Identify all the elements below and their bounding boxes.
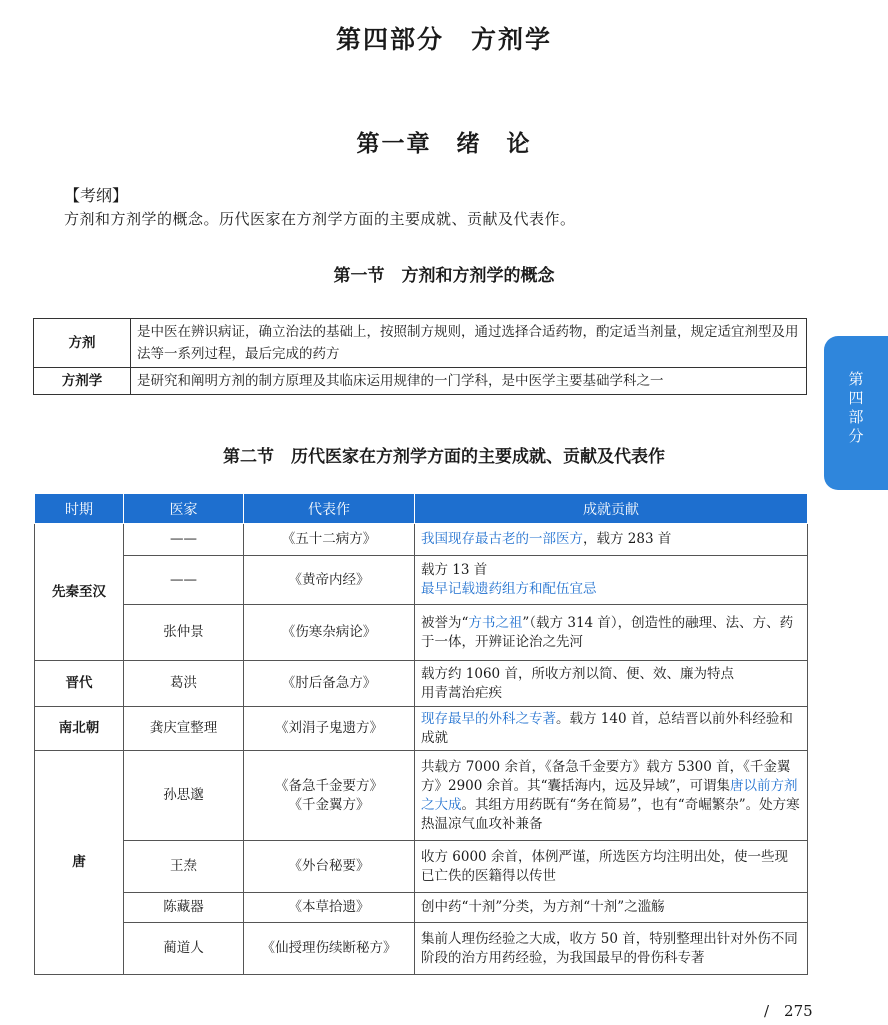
contribution-cell <box>415 524 808 556</box>
header-doctor: 医家 <box>124 494 244 524</box>
work-cell: 《本草拾遗》 <box>244 893 415 923</box>
contribution-cell: 收方 6000 余首，体例严谨，所选医方均注明出处，使一些现已亡佚的医籍得以传世 <box>415 841 808 893</box>
era-cell: 先秦至汉 <box>35 524 124 661</box>
part-side-tab <box>824 336 888 490</box>
contribution-cell: 集前人理伤经验之大成，收方 50 首，特别整理出针对外伤不同阶段的治方用药经验，为我国最早的骨伤科专著 <box>415 923 808 975</box>
contribution-cell <box>415 661 808 707</box>
highlight-text: 最早记载遗药组方和配伍宜忌 <box>421 581 597 597</box>
work-title: 《千金翼方》 <box>288 796 370 813</box>
side-tab-char: 四 <box>848 389 864 407</box>
table-row <box>35 841 808 893</box>
contribution-cell <box>415 556 808 605</box>
contribution-cell: 创中药“十剂”分类，为方剂“十剂”之滥觞 <box>415 893 808 923</box>
doctor-cell: —— <box>124 556 244 605</box>
table-row <box>35 605 808 661</box>
highlight-text: 现存最早的外科之专著 <box>421 710 556 727</box>
header-contribution: 成就贡献 <box>415 494 808 524</box>
concept-definition: 是中医在辨识病证，确立治法的基础上，按照制方规则，通过选择合适药物，酌定适当剂量，规定适宜剂型及用法等一系列过程，最后完成的药方 <box>131 319 807 368</box>
contribution-cell <box>415 605 808 661</box>
work-cell <box>244 751 415 841</box>
contribution-text: 。其组方用药既有“务在简易”，也有“奇崛繁杂”。处方寒热温凉气血攻补兼备 <box>421 796 800 832</box>
contribution-cell <box>415 751 808 841</box>
highlight-text: 唐以前方剂之大成 <box>421 777 798 813</box>
doctor-cell: 蔺道人 <box>124 923 244 975</box>
side-tab-char: 分 <box>848 427 864 445</box>
side-tab-char: 第 <box>848 370 864 388</box>
work-title: 《备急千金要方》 <box>275 777 383 794</box>
contribution-text: 共载方 7000 余首，《备急千金要方》载方 5300 首，《千金翼方》2900 余首。其“囊括海内，远及异域”，可谓集 <box>421 758 791 794</box>
work-cell: 《肘后备急方》 <box>244 661 415 707</box>
highlight-text: 我国现存最古老的一部医方 <box>421 531 583 547</box>
concept-table <box>33 318 807 395</box>
table-header-row <box>35 494 808 524</box>
table-row <box>35 751 808 841</box>
concept-definition: 是研究和阐明方剂的制方原理及其临床运用规律的一门学科，是中医学主要基础学科之一 <box>131 368 807 395</box>
header-era: 时期 <box>35 494 124 524</box>
era-cell: 晋代 <box>35 661 124 707</box>
table-row <box>34 368 807 395</box>
doctor-cell: 龚庆宣整理 <box>124 707 244 751</box>
contribution-cell <box>415 707 808 751</box>
part-title: 第四部分 方剂学 <box>335 25 552 54</box>
chapter-title: 第一章 绪 论 <box>356 130 532 157</box>
contribution-text: ”（载方 314 首），创造性的融理、法、方、药于一体，开辨证论治之先河 <box>421 614 794 650</box>
contribution-text: 载方约 1060 首，所收方剂以简、便、效、廉为特点 <box>421 665 734 682</box>
table-row <box>35 524 808 556</box>
work-cell: 《五十二病方》 <box>244 524 415 556</box>
work-cell: 《伤寒杂病论》 <box>244 605 415 661</box>
syllabus-text: 方剂和方剂学的概念。历代医家在方剂学方面的主要成就、贡献及代表作。 <box>64 210 576 228</box>
contribution-text: 用青蒿治疟疾 <box>421 684 502 701</box>
doctor-cell: 王焘 <box>124 841 244 893</box>
highlight-text: 方书之祖 <box>468 614 523 631</box>
table-row <box>35 661 808 707</box>
doctor-cell: 张仲景 <box>124 605 244 661</box>
work-cell: 《刘涓子鬼遗方》 <box>244 707 415 751</box>
side-tab-char: 部 <box>848 408 864 426</box>
table-row <box>35 707 808 751</box>
header-work: 代表作 <box>244 494 415 524</box>
doctor-cell: 孙思邈 <box>124 751 244 841</box>
page-number: / 275 <box>764 1002 813 1020</box>
work-cell: 《外台秘要》 <box>244 841 415 893</box>
contribution-text: 。载方 140 首，总结晋以前外科经验和成就 <box>421 710 793 746</box>
section-2-title: 第二节 历代医家在方剂学方面的主要成就、贡献及代表作 <box>223 447 665 467</box>
contribution-text: 被誉为“ <box>421 614 469 631</box>
era-cell: 南北朝 <box>35 707 124 751</box>
table-row <box>35 923 808 975</box>
contribution-text: 载方 13 首 <box>421 562 488 578</box>
syllabus-label: 【考纲】 <box>64 186 129 205</box>
work-cell: 《仙授理伤续断秘方》 <box>244 923 415 975</box>
concept-term: 方剂 <box>34 319 131 368</box>
table-row <box>34 319 807 368</box>
work-cell: 《黄帝内经》 <box>244 556 415 605</box>
doctor-cell: —— <box>124 524 244 556</box>
history-table <box>34 494 808 975</box>
concept-term: 方剂学 <box>34 368 131 395</box>
section-1-title: 第一节 方剂和方剂学的概念 <box>333 266 555 286</box>
table-row <box>35 893 808 923</box>
table-row <box>35 556 808 605</box>
doctor-cell: 陈藏器 <box>124 893 244 923</box>
era-cell: 唐 <box>35 751 124 975</box>
contribution-text: ，载方 283 首 <box>583 531 672 547</box>
doctor-cell: 葛洪 <box>124 661 244 707</box>
